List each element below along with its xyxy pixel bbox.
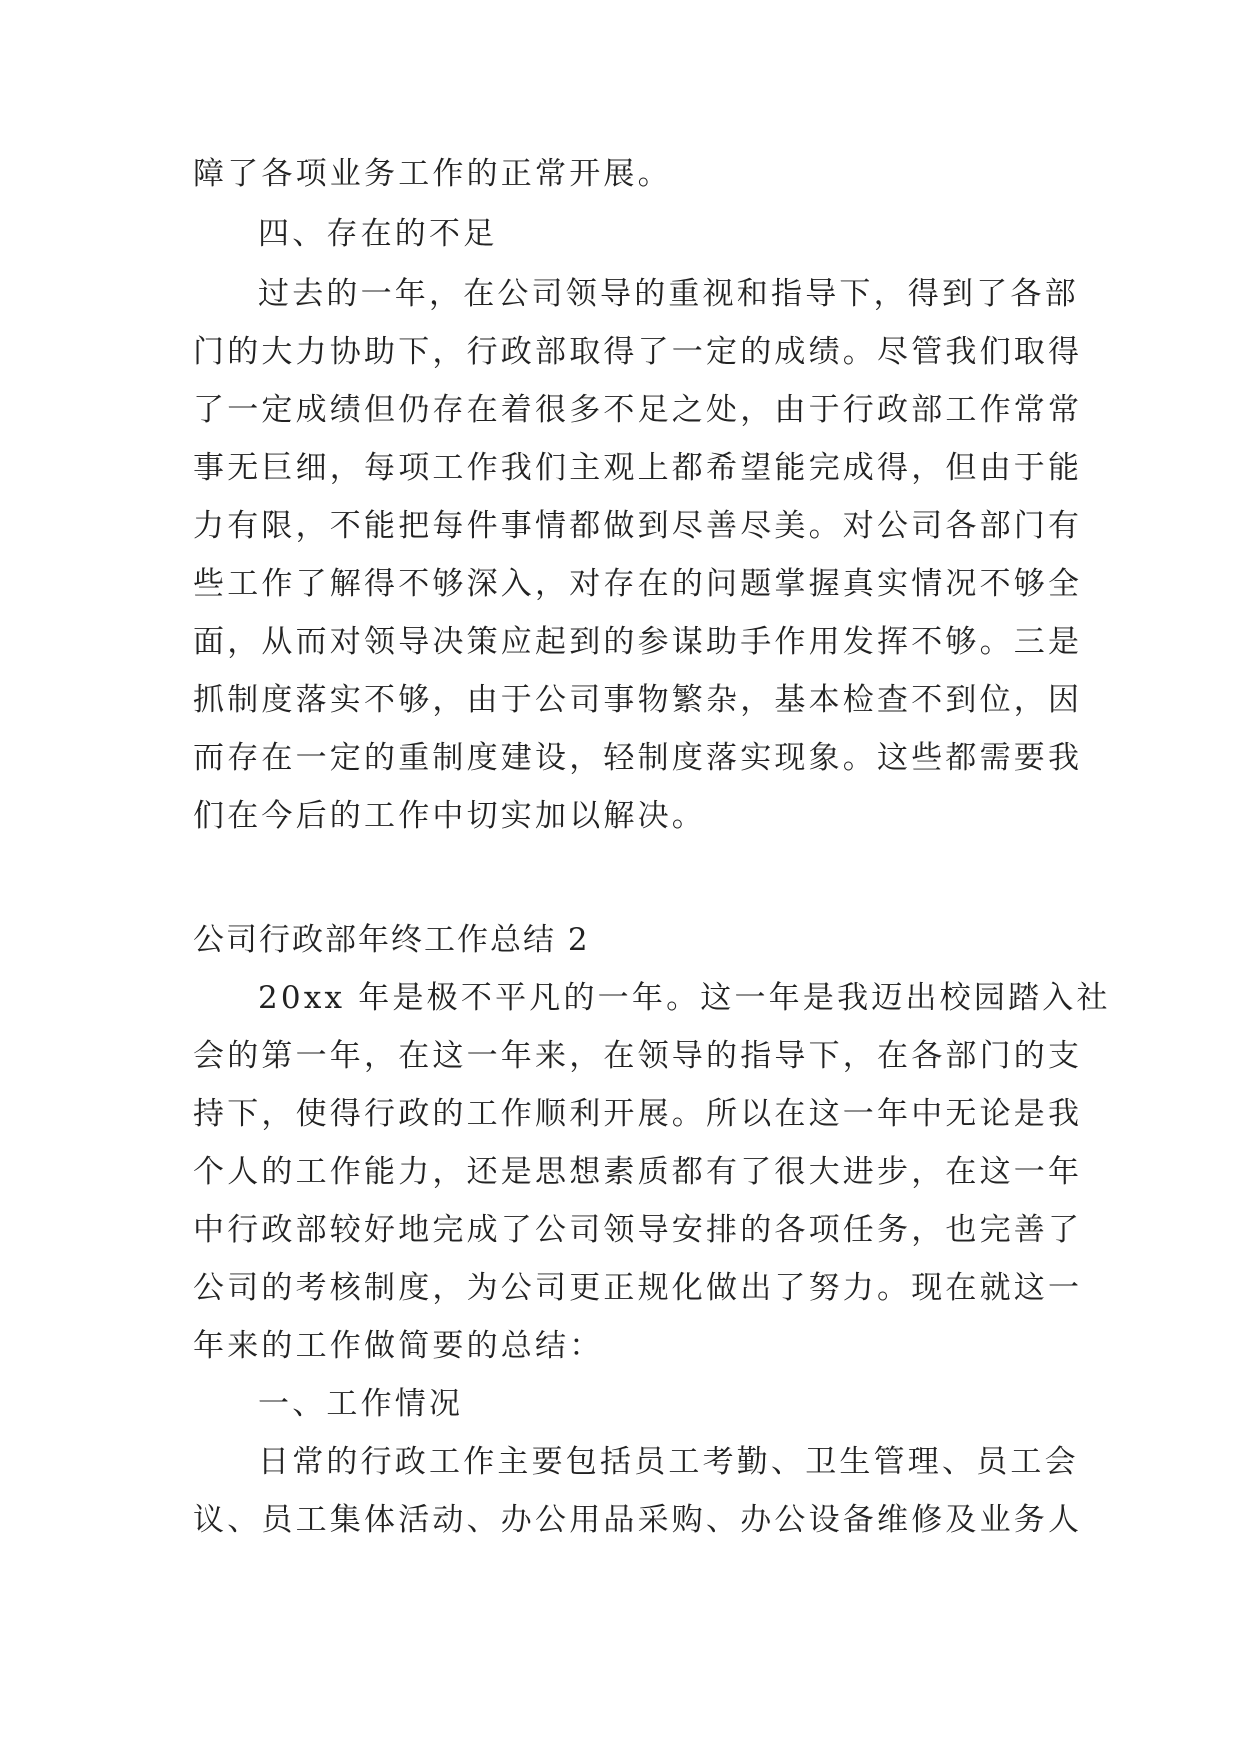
- section-heading: 一、工作情况: [258, 1386, 464, 1422]
- text-line: 障了各项业务工作的正常开展。: [193, 156, 672, 192]
- text-line: 年来的工作做简要的总结：: [193, 1328, 604, 1364]
- text-line: 抓制度落实不够，由于公司事物繁杂，基本检查不到位，因: [193, 682, 1083, 718]
- text-line: 日常的行政工作主要包括员工考勤、卫生管理、员工会: [258, 1444, 1079, 1480]
- text-line: 事无巨细，每项工作我们主观上都希望能完成得，但由于能: [193, 450, 1083, 486]
- text-line: 门的大力协助下，行政部取得了一定的成绩。尽管我们取得: [193, 334, 1083, 370]
- text-line: 些工作了解得不够深入，对存在的问题掌握真实情况不够全: [193, 566, 1083, 602]
- section-heading: 四、存在的不足: [258, 216, 498, 252]
- text-line: 公司的考核制度，为公司更正规化做出了努力。现在就这一: [193, 1270, 1083, 1306]
- text-line: 持下，使得行政的工作顺利开展。所以在这一年中无论是我: [193, 1096, 1083, 1132]
- text-line: 过去的一年，在公司领导的重视和指导下，得到了各部: [258, 276, 1079, 312]
- document-title: 公司行政部年终工作总结 2: [193, 922, 590, 958]
- text-line: 个人的工作能力，还是思想素质都有了很大进步，在这一年: [193, 1154, 1083, 1190]
- text-line: 中行政部较好地完成了公司领导安排的各项任务，也完善了: [193, 1212, 1083, 1248]
- text-line: 20xx 年是极不平凡的一年。这一年是我迈出校园踏入社: [258, 980, 1111, 1016]
- text-line: 力有限，不能把每件事情都做到尽善尽美。对公司各部门有: [193, 508, 1083, 544]
- text-line: 面，从而对领导决策应起到的参谋助手作用发挥不够。三是: [193, 624, 1083, 660]
- text-line: 了一定成绩但仍存在着很多不足之处，由于行政部工作常常: [193, 392, 1083, 428]
- text-line: 们在今后的工作中切实加以解决。: [193, 798, 706, 834]
- text-line: 而存在一定的重制度建设，轻制度落实现象。这些都需要我: [193, 740, 1083, 776]
- text-line: 会的第一年，在这一年来，在领导的指导下，在各部门的支: [193, 1038, 1083, 1074]
- text-line: 议、员工集体活动、办公用品采购、办公设备维修及业务人: [193, 1502, 1083, 1538]
